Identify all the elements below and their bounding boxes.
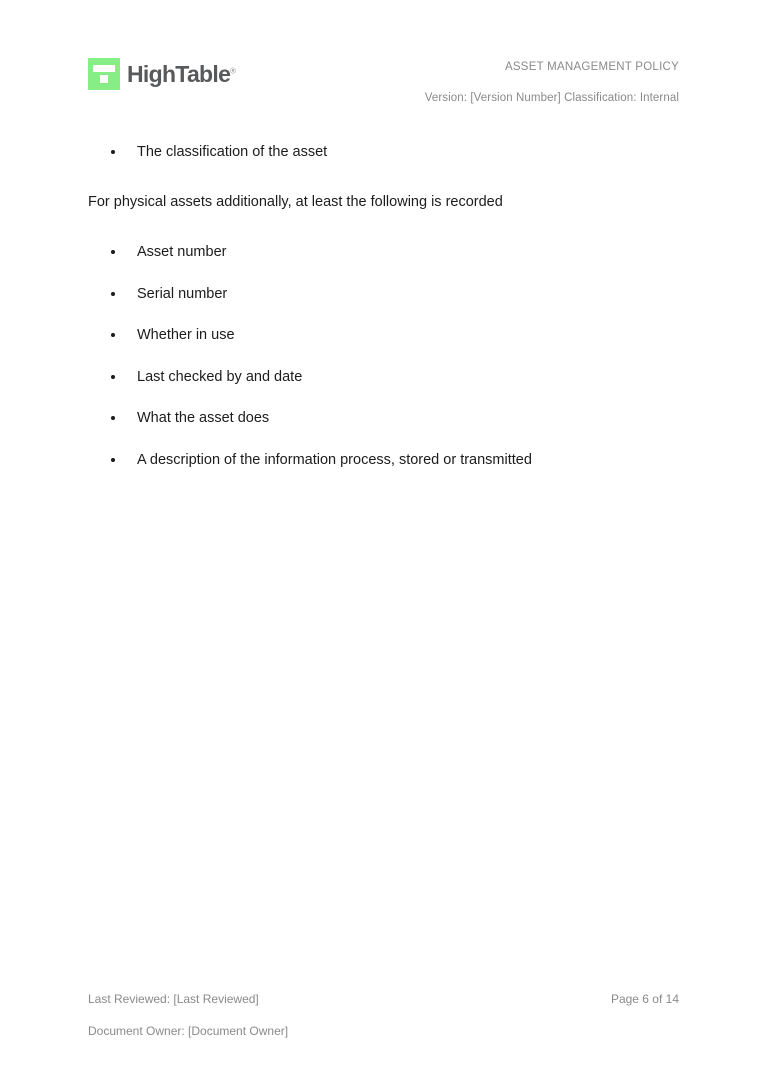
bullet-dot-icon	[111, 250, 115, 254]
bullet-dot-icon	[111, 292, 115, 296]
list-item	[88, 326, 680, 346]
bullet-dot-icon	[111, 458, 115, 462]
header-meta	[425, 55, 679, 104]
list-item-label: A description of the information process, stored or transmitted	[137, 451, 532, 468]
brand-logo	[88, 58, 236, 90]
document-body	[88, 143, 680, 471]
list-item-label: Last checked by and date	[137, 368, 303, 385]
document-owner-label: Document Owner: [Document Owner]	[88, 1024, 289, 1038]
spacer	[88, 163, 680, 193]
bullet-dot-icon	[111, 375, 115, 379]
list-item-label: Whether in use	[137, 327, 235, 344]
page-number: Page 6 of 14	[610, 992, 679, 1006]
list-item-label: The classification of the asset	[137, 144, 328, 160]
list-item	[88, 368, 680, 388]
list-item-label: What the asset does	[137, 410, 270, 427]
document-title: ASSET MANAGEMENT POLICY	[504, 61, 679, 73]
bullet-dot-icon	[111, 150, 115, 154]
table-icon-top-bar	[93, 65, 115, 72]
list-item	[88, 285, 680, 305]
brand-wordmark	[127, 60, 237, 87]
brand-wordmark-text: HighTable	[127, 60, 231, 87]
spacer	[88, 212, 680, 243]
footer-row-bottom	[88, 1025, 679, 1037]
list-item	[88, 451, 680, 471]
list-item	[88, 243, 680, 263]
registered-trademark-icon: ®	[230, 65, 237, 75]
hightable-table-icon	[88, 58, 120, 90]
list-item-label: Asset number	[137, 244, 227, 261]
body-paragraph: For physical assets additionally, at least the following is recorded	[88, 193, 503, 210]
document-header	[88, 55, 679, 115]
list-item-label: Serial number	[137, 285, 228, 302]
table-icon-stem	[100, 75, 108, 83]
physical-asset-bullet-list	[88, 243, 680, 470]
document-footer	[88, 993, 679, 1037]
last-reviewed-label: Last Reviewed: [Last Reviewed]	[88, 992, 259, 1006]
list-item	[88, 409, 680, 429]
top-bullet-list	[88, 143, 680, 163]
bullet-dot-icon	[111, 333, 115, 337]
list-item	[88, 143, 680, 163]
bullet-dot-icon	[111, 416, 115, 420]
footer-row-top	[88, 993, 679, 1005]
document-version-classification: Version: [Version Number] Classification: Internal	[424, 91, 679, 104]
